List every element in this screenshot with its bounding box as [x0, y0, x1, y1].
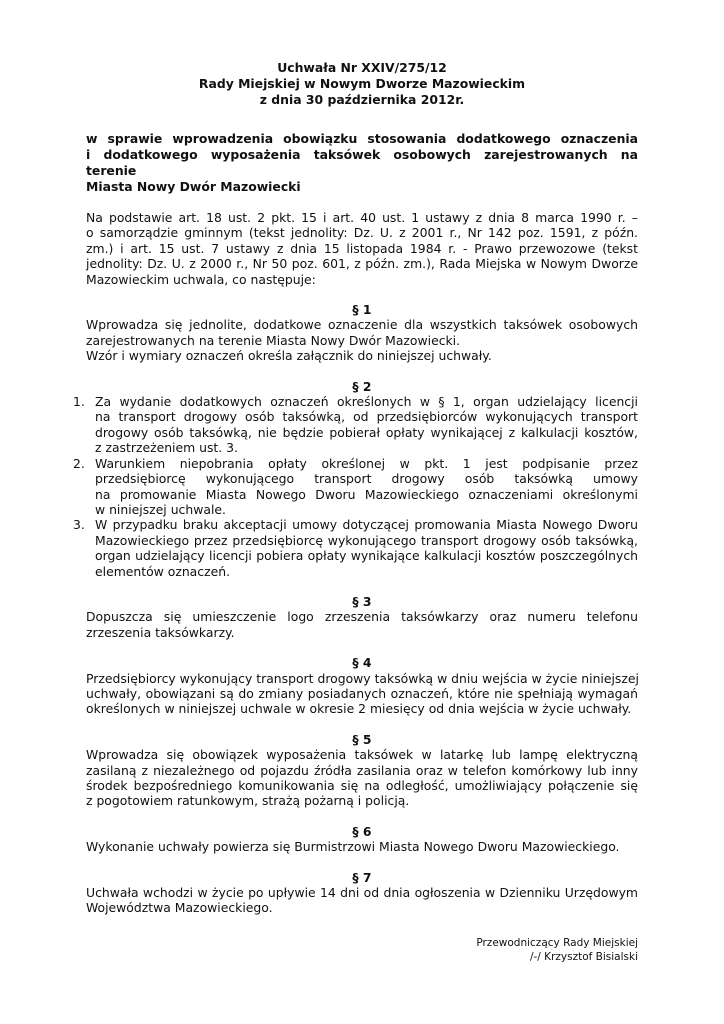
list-number: 1. [73, 394, 85, 410]
section-title: § 4 [352, 655, 372, 671]
numbered-list [73, 394, 638, 579]
council-name: Rady Miejskiej w Nowym Dworze Mazowieckim [198, 76, 526, 91]
text-line: Mazowieckiego przez przedsiębiorcę wykonującego transport drogowy osób taksówką, [95, 532, 638, 548]
text-line: elementów oznaczeń. [95, 563, 231, 579]
text-line: jednolity: Dz. U. z 2000 r., Nr 50 poz. 601, z późn. zm.), Rada Miejska w Nowym Dworze [86, 256, 638, 272]
text-line: w niniejszej uchwale. [95, 501, 226, 517]
text-line: Mazowieckim uchwala, co następuje: [86, 271, 316, 287]
text-line: uchwały, obowiązani są do zmiany posiadanych oznaczeń, które nie spełniają wymagań [86, 685, 638, 701]
text-line: przedsiębiorcę wykonującego transport drogowy osób taksówką umowy [95, 471, 638, 487]
text-line: Uchwała wchodzi w życie po upływie 14 dni od dnia ogłoszenia w Dzienniku Urzędowym [86, 885, 638, 901]
signatory-name: /-/ Krzysztof Bisialski [529, 951, 638, 963]
signatory-title: Przewodniczący Rady Miejskiej [476, 937, 638, 949]
resolution-date: z dnia 30 października 2012r. [259, 92, 465, 107]
section-2 [73, 378, 638, 579]
text-line: Przedsiębiorcy wykonujący transport drogowy taksówką w dniu wejścia w życie niniejszej [86, 670, 639, 686]
section-title: § 3 [352, 593, 372, 609]
list-item [73, 517, 638, 579]
text-line: z zastrzeżeniem ust. 3. [95, 440, 238, 456]
section-title: § 2 [352, 378, 372, 394]
text-line: zasilaną z niezależnego od pojazdu źródła zasilania oraz w telefon komórkowy lub inny [86, 762, 638, 778]
resolution-subject [86, 131, 638, 195]
text-line: zarejestrowanych na terenie Miasta Nowy Dwór Mazowiecki. [86, 332, 461, 348]
text-line: W przypadku braku akceptacji umowy dotyczącej promowania Miasta Nowego Dworu [95, 517, 638, 533]
list-item [73, 394, 638, 456]
text-line: Za wydanie dodatkowych oznaczeń określonych w § 1, organ udzielający licencji [95, 394, 638, 410]
text-line: na transport drogowy osób taksówką, od przedsiębiorców wykonujących transport [95, 409, 638, 425]
subject-line: w sprawie wprowadzenia obowiązku stosowania dodatkowego oznaczenia [86, 131, 638, 146]
section-6 [86, 824, 638, 855]
text-line: Województwa Mazowieckiego. [86, 900, 273, 916]
text-line: określonych w niniejszej uchwale w okresie 2 miesięcy od dnia wejścia w życie uchwały. [86, 701, 632, 717]
list-item [73, 456, 638, 518]
list-number: 3. [73, 517, 85, 533]
section-7 [86, 870, 638, 916]
text-line: zrzeszenia taksówkarzy. [86, 624, 235, 640]
text-line: zm.) i art. 15 ust. 7 ustawy z dnia 15 listopada 1984 r. - Prawo przewozowe (tekst [86, 240, 638, 256]
section-title: § 1 [352, 302, 372, 318]
text-line: na promowanie Miasta Nowego Dworu Mazowieckiego oznaczeniami określonymi [95, 486, 638, 502]
text-line: Wykonanie uchwały powierza się Burmistrzowi Miasta Nowego Dworu Mazowieckiego. [86, 839, 620, 855]
section-title: § 7 [352, 869, 372, 885]
text-line: Wprowadza się jednolite, dodatkowe oznaczenie dla wszystkich taksówek osobowych [86, 317, 638, 333]
legal-basis-paragraph [86, 210, 638, 287]
resolution-header [86, 60, 638, 108]
section-5 [86, 732, 638, 809]
subject-line: i dodatkowego wyposażenia taksówek osobowych zarejestrowanych na terenie [86, 147, 638, 178]
section-3 [86, 594, 638, 640]
text-line: Dopuszcza się umieszczenie logo zrzeszenia taksówkarzy oraz numeru telefonu [86, 609, 638, 625]
subject-line: Miasta Nowy Dwór Mazowiecki [86, 179, 301, 194]
section-1 [86, 302, 638, 364]
text-line: Wzór i wymiary oznaczeń określa załącznik do niniejszej uchwały. [86, 348, 492, 364]
document-body [73, 60, 639, 916]
text-line: Na podstawie art. 18 ust. 2 pkt. 15 i art. 40 ust. 1 ustawy z dnia 8 marca 1990 r. – [86, 210, 638, 225]
text-line: organ udzielający licencji pobiera opłaty wynikające kalkulacji kosztów poszczególnych [95, 548, 638, 564]
text-line: o samorządzie gminnym (tekst jednolity: Dz. U. z 2001 r., Nr 142 poz. 1591, z późn. [86, 225, 638, 241]
section-4 [86, 655, 638, 717]
resolution-number: Uchwała Nr XXIV/275/12 [277, 60, 447, 75]
section-title: § 5 [352, 731, 372, 747]
text-line: środek bezpośredniego komunikowania się na odległość, umożliwiający połączenie się [86, 778, 638, 793]
text-line: Wprowadza się obowiązek wyposażenia taksówek w latarkę lub lampę elektryczną [86, 747, 638, 763]
section-title: § 6 [352, 823, 372, 839]
text-line: drogowy osób taksówką, nie będzie pobierał opłaty wynikającej z kalkulacji kosztów, [95, 424, 638, 440]
text-line: z pogotowiem ratunkowym, strażą pożarną i policją. [86, 793, 410, 809]
signature-block [476, 936, 638, 964]
text-line: Warunkiem niepobrania opłaty określonej w pkt. 1 jest podpisanie przez [95, 455, 638, 471]
list-number: 2. [73, 455, 85, 471]
